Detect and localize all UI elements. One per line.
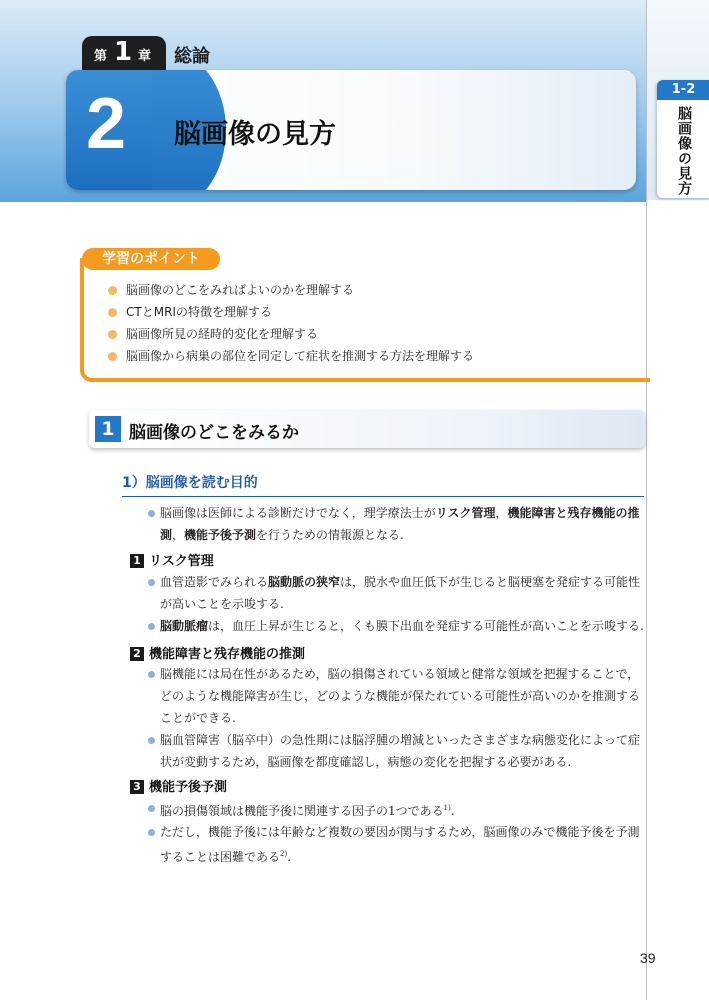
bullet-dot-icon — [148, 579, 155, 586]
section-heading — [89, 410, 645, 448]
chapter-suffix: 章 — [138, 49, 152, 64]
prognosis-bullet-1: 脳の損傷領域は機能予後に関連する因子の1つである$^{1)}$. — [148, 797, 648, 822]
bullet-dot-icon — [148, 623, 155, 630]
chapter-tab — [82, 36, 302, 70]
page-number: 39 — [640, 950, 656, 966]
chapter-prefix: 第 — [94, 49, 108, 64]
side-index-tab — [657, 80, 709, 198]
heading-badge: 2 — [130, 647, 144, 661]
heading-risk-management: 1 リスク管理 — [130, 550, 214, 569]
side-index-title: 脳画像の見方 — [676, 106, 692, 196]
section-number: 2 — [86, 84, 127, 164]
prognosis-bullet-2: ただし，機能予後には年齢など複数の要因が関与するため，脳画像のみで機能予後を予測することは困難である$^{2)}$. — [148, 821, 648, 868]
chapter-title: 総論 — [174, 46, 210, 67]
function-bullet-2: 脳血管障害（脳卒中）の急性期には脳浮腫の増減といったさまざまな病態変化によって症状が変動するため，脳画像を都度確認し，病態の変化を把握する必要がある. — [148, 729, 648, 773]
section-heading-title: 脳画像のどこをみるか — [129, 423, 299, 443]
learning-points-list — [108, 283, 474, 371]
learning-point: CTとMRIの特徴を理解する — [108, 305, 474, 327]
heading-badge: 1 — [130, 554, 144, 568]
chapter-label — [82, 36, 166, 70]
learning-point: 脳画像のどこをみればよいのかを理解する — [108, 283, 474, 305]
learning-point: 脳画像所見の経時的変化を理解する — [108, 327, 474, 349]
learning-point: 脳画像から病巣の部位を同定して症状を推測する方法を理解する — [108, 349, 474, 371]
learning-points-label: 学習のポイント — [82, 248, 220, 270]
chapter-number: 1 — [114, 37, 133, 67]
bullet-dot-icon — [148, 510, 155, 517]
bullet-dot-icon — [148, 737, 155, 744]
page-title: 脳画像の見方 — [174, 119, 336, 150]
risk-bullet-2: 脳動脈瘤は，血圧上昇が生じると，くも膜下出血を発症する可能性が高いことを示唆する. — [148, 615, 648, 637]
bullet-dot-icon — [148, 829, 155, 836]
side-index — [646, 0, 709, 1000]
bullet-dot-icon — [148, 805, 155, 812]
section-heading-number: 1 — [95, 416, 121, 442]
intro-paragraph: 脳画像は医師による診断だけでなく，理学療法士がリスク管理，機能障害と残存機能の推測，機能予後予測を行うための情報源となる. — [148, 502, 648, 546]
heading-badge: 3 — [130, 780, 144, 794]
risk-bullet-1: 血管造影でみられる脳動脈の狭窄は，脱水や血圧低下が生じると脳梗塞を発症する可能性が高いことを示唆する. — [148, 571, 648, 615]
function-bullet-1: 脳機能には局在性があるため，脳の損傷されている領域と健常な領域を把握することで，どのような機能障害が生じ，どのような機能が保たれている可能性が高いのかを推測することができる. — [148, 663, 648, 729]
bullet-dot-icon — [148, 671, 155, 678]
heading-prognosis: 3 機能予後予測 — [130, 776, 227, 795]
side-index-number: 1-2 — [657, 80, 709, 100]
heading-function-estimation: 2 機能障害と残存機能の推測 — [130, 643, 305, 662]
subsection-heading: 1）脳画像を読む目的 — [122, 472, 644, 497]
section-title-card — [66, 70, 636, 190]
